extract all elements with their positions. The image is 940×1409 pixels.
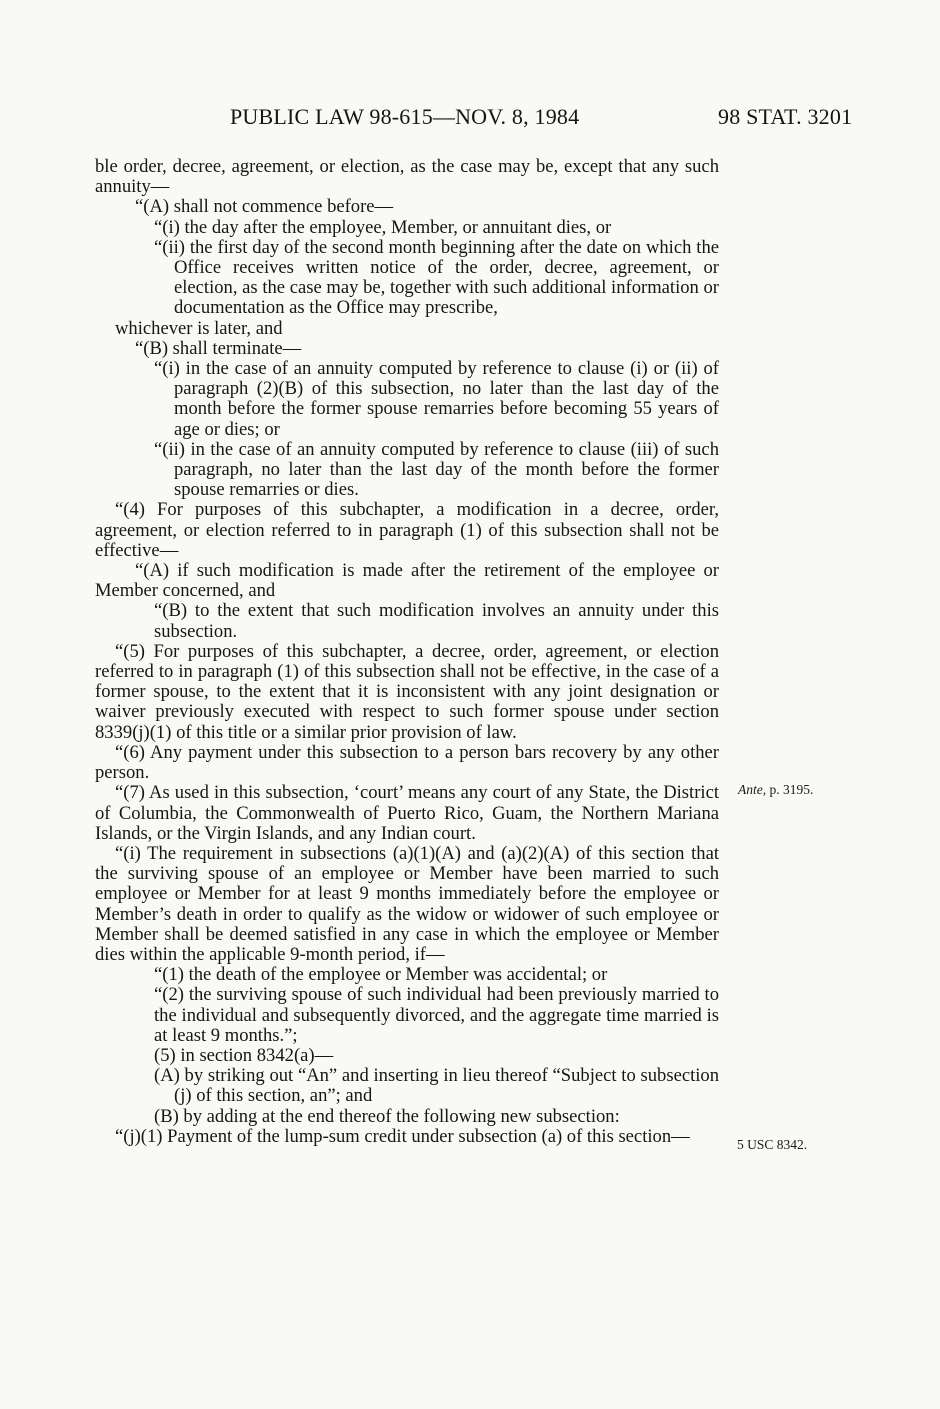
clause-b-extent: “(B) to the extent that such modification involves an annuity under this subsection. xyxy=(154,600,719,642)
running-header-title: PUBLIC LAW 98-615—NOV. 8, 1984 xyxy=(230,104,580,129)
subsection-j1-lump-sum: “(j)(1) Payment of the lump-sum credit under subsection (a) of this section— xyxy=(115,1125,690,1147)
item-1-accidental: “(1) the death of the employee or Member was accidental; or xyxy=(154,964,608,986)
running-header-page: 98 STAT. 3201 xyxy=(718,104,853,129)
subclause-i-day-after: “(i) the day after the employee, Member, or annuitant dies, or xyxy=(154,216,612,238)
paragraph-5-former-spouse: “(5) For purposes of this subchapter, a decree, order, agreement, or election referred to in paragraph (1) of this subsection shall not be effective, in the case of a former spouse, to the extent that it is inconsistent with any joint designation or waiver previously executed with respect to such former spouse under section 8339(j)(1) of this title or a similar prior provision of law. xyxy=(95,640,719,743)
item-2-previously-married: “(2) the surviving spouse of such individual had been previously married to the individual and subsequently divorced, and the aggregate time married is at least 9 months.”; xyxy=(154,984,719,1046)
subclause-ii-second-month: “(ii) the first day of the second month beginning after the date on which the Office receives written notice of the order, decree, agreement, or election, as the case may be, together with such additional information or documentation as the Office may prescribe, xyxy=(154,236,719,319)
paragraph-continuation: ble order, decree, agreement, or election, as the case may be, except that any such annuity— xyxy=(95,156,719,198)
amendment-5-section-8342: (5) in section 8342(a)— xyxy=(154,1044,334,1066)
margin-note-ante-page: p. 3195. xyxy=(769,782,814,797)
subclause-i-remarries-55: “(i) in the case of an annuity computed by reference to clause (i) or (ii) of paragraph (2)(B) of this subsection, no later than the last day of the month before the former spouse remarries before becoming 55 years of age or dies; or xyxy=(154,358,719,440)
paragraph-7-court: “(7) As used in this subsection, ‘court’ means any court of any State, the District of Columbia, the Commonwealth of Puerto Rico, Guam, the Northern Mariana Islands, or the Virgin Islands, and any Indian court. xyxy=(95,782,719,844)
paragraph-4-modification: “(4) For purposes of this subchapter, a modification in a decree, order, agreement, or election referred to in paragraph (1) of this subsection shall not be effective— xyxy=(95,499,719,561)
amendment-b-adding: (B) by adding at the end thereof the following new subsection: xyxy=(154,1105,620,1127)
margin-note-ante xyxy=(738,782,813,798)
clause-b-terminate: “(B) shall terminate— xyxy=(135,337,302,359)
subsection-i-requirement: “(i) The requirement in subsections (a)(1)(A) and (a)(2)(A) of this section that the surviving spouse of an employee or Member have been married to such employee or Member for at least 9 months immediately before the employee or Member’s death in order to qualify as the widow or widower of such employee or Member shall be deemed satisfied in any case in which the employee or Member dies within the applicable 9-month period, if— xyxy=(95,842,719,965)
whichever-later: whichever is later, and xyxy=(115,317,283,339)
paragraph-6-payment: “(6) Any payment under this subsection to a person bars recovery by any other person. xyxy=(95,741,719,784)
amendment-a-striking: (A) by striking out “An” and inserting in lieu thereof “Subject to subsection (j) of this section, an”; and xyxy=(154,1065,719,1107)
subclause-ii-remarries: “(ii) in the case of an annuity computed by reference to clause (iii) of such paragraph, no later than the last day of the month before the former spouse remarries or dies. xyxy=(154,438,719,501)
margin-note-usc: 5 USC 8342. xyxy=(737,1137,808,1152)
statute-body xyxy=(95,157,719,1147)
clause-a-commence: “(A) shall not commence before— xyxy=(135,196,394,218)
clause-a-retirement: “(A) if such modification is made after the retirement of the employee or Member concerned, and xyxy=(95,560,719,602)
margin-note-ante-label: Ante, xyxy=(738,782,767,797)
